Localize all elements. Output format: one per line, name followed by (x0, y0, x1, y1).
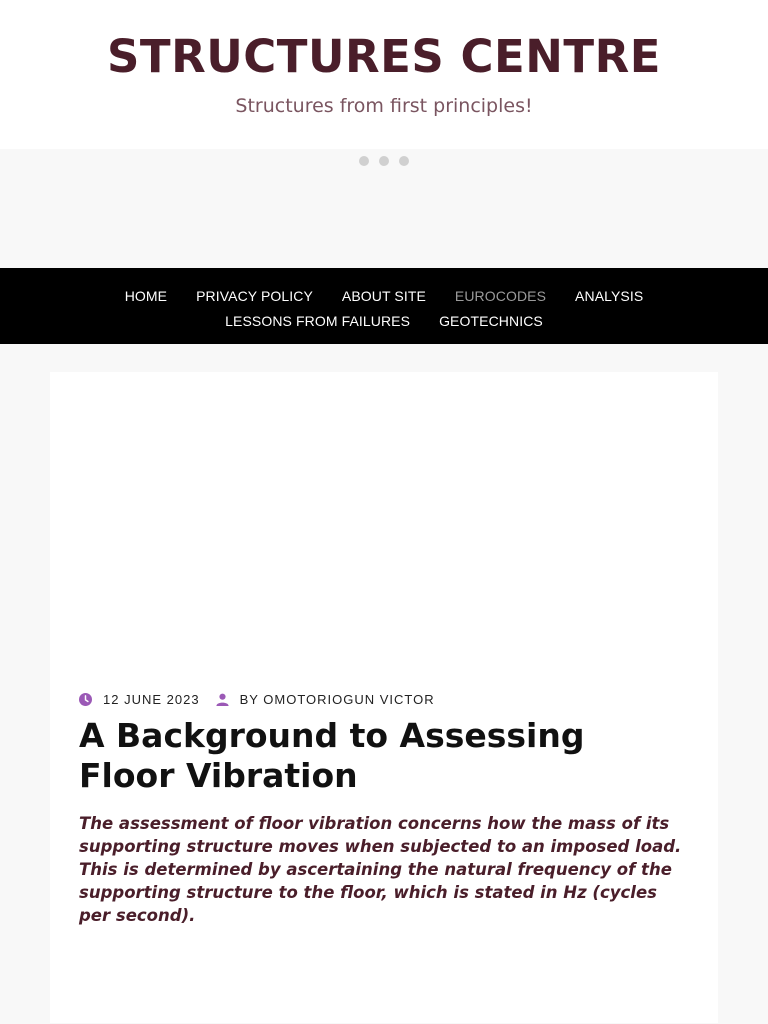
article-meta (79, 692, 435, 707)
article-author[interactable]: BY OMOTORIOGUN VICTOR (239, 692, 435, 707)
site-tagline: Structures from first principles! (235, 95, 533, 117)
loading-dots (0, 156, 768, 166)
nav-item-privacy-policy[interactable]: PRIVACY POLICY (196, 287, 313, 304)
nav-item-home[interactable]: HOME (124, 287, 168, 304)
article-title[interactable]: A Background to Assessing Floor Vibration (79, 716, 585, 795)
nav-item-geotechnics[interactable]: GEOTECHNICS (439, 312, 543, 329)
article-date[interactable]: 12 JUNE 2023 (103, 692, 200, 707)
nav-item-lessons-from-failures[interactable]: LESSONS FROM FAILURES (225, 312, 411, 329)
article-card (50, 372, 718, 1023)
article-excerpt: The assessment of floor vibration concerns how the mass of its supporting structure moves when subjected to an imposed load. This is determined by ascertaining the natural frequency of the supporting structure to the floor, which is stated in Hz (cycles per second). (79, 814, 682, 925)
nav-item-analysis[interactable]: ANALYSIS (575, 287, 644, 304)
content-spacer (0, 344, 768, 372)
nav-row-1 (0, 283, 768, 308)
site-header (0, 0, 768, 149)
nav-item-about-site[interactable]: ABOUT SITE (341, 287, 426, 304)
ad-placeholder (0, 149, 768, 268)
clock-icon (79, 693, 93, 707)
nav-item-eurocodes[interactable]: EUROCODES (454, 287, 547, 304)
loading-dot (359, 156, 369, 166)
loading-dot (379, 156, 389, 166)
nav-row-2 (0, 308, 768, 333)
user-icon (216, 693, 230, 707)
main-nav (0, 268, 768, 344)
loading-dot (399, 156, 409, 166)
site-title[interactable]: STRUCTURES CENTRE (106, 30, 662, 83)
